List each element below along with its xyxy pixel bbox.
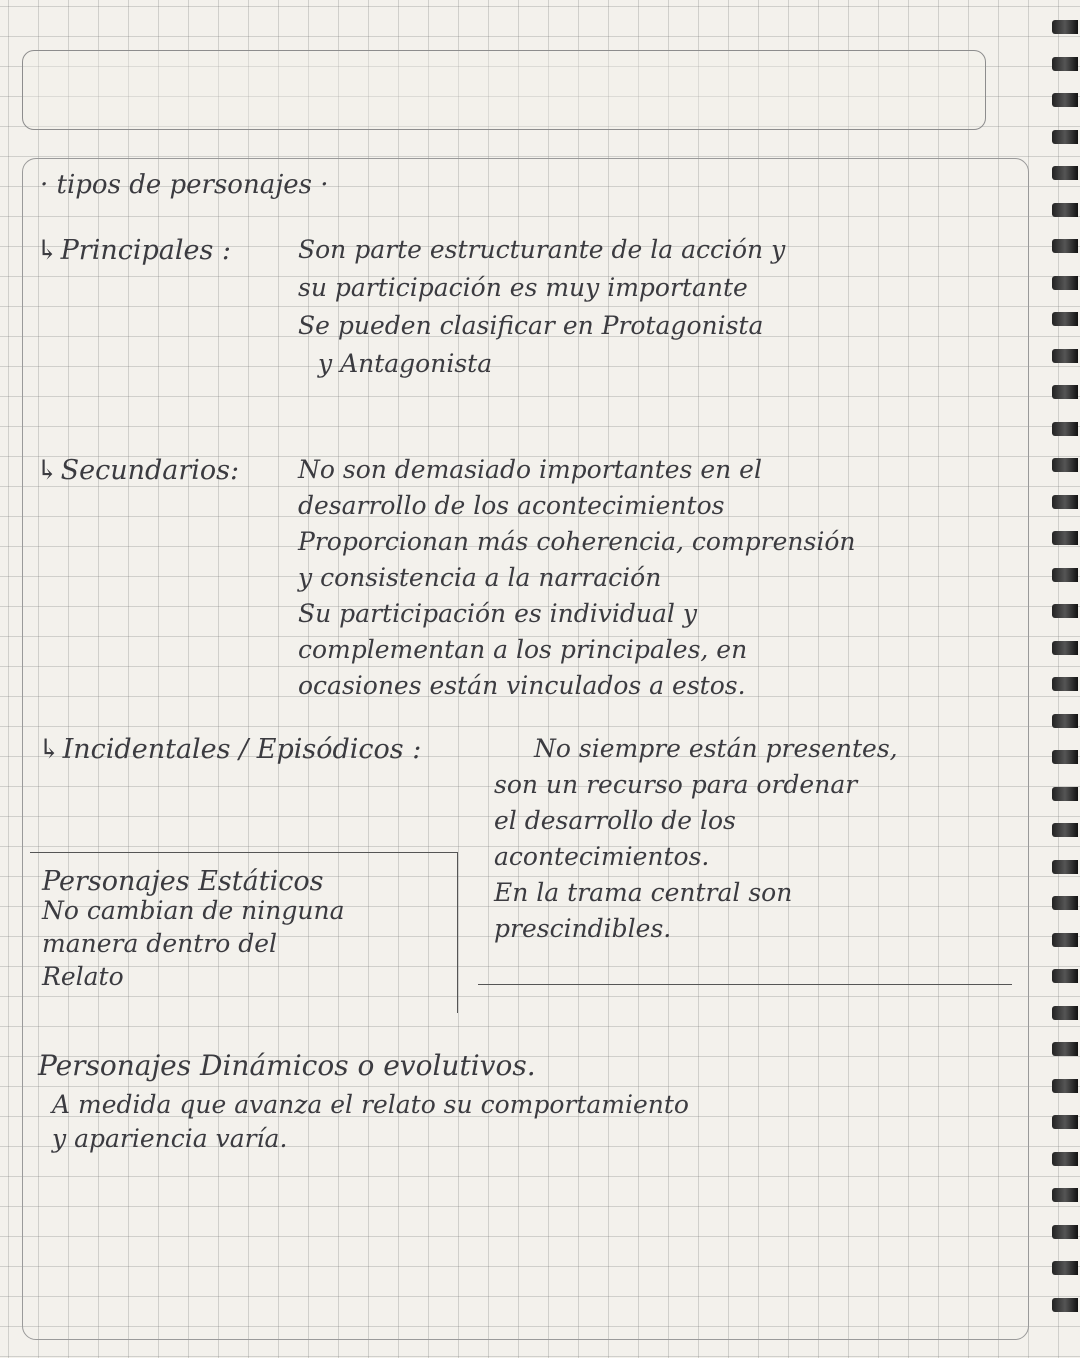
arrow-icon: ↳ [36, 235, 59, 266]
spiral-ring [1052, 677, 1078, 691]
estaticos-line: Relato [42, 962, 124, 991]
estaticos-line: manera dentro del [42, 929, 277, 958]
spiral-ring [1052, 531, 1078, 545]
incidentales-line: el desarrollo de los [494, 806, 736, 835]
spiral-ring [1052, 93, 1078, 107]
incidentales-line: son un recurso para ordenar [494, 770, 858, 799]
spiral-ring [1052, 568, 1078, 582]
estaticos-title: Personajes Estáticos [42, 866, 324, 897]
spiral-ring [1052, 203, 1078, 217]
spiral-ring [1052, 20, 1078, 34]
incidentales-line: acontecimientos. [494, 842, 710, 871]
dinamicos-line: A medida que avanza el relato su comportamiento [52, 1090, 689, 1119]
secundarios-line: complementan a los principales, en [298, 635, 748, 664]
secundarios-line: Proporcionan más coherencia, comprensión [298, 527, 856, 556]
spiral-ring [1052, 349, 1078, 363]
spiral-ring [1052, 1225, 1078, 1239]
principales-line: su participación es muy importante [298, 273, 748, 302]
incidentales-label: ↳Incidentales / Episódicos : [38, 734, 422, 765]
spiral-ring [1052, 1152, 1078, 1166]
spiral-ring [1052, 896, 1078, 910]
spiral-ring [1052, 422, 1078, 436]
estaticos-line: No cambian de ninguna [42, 896, 345, 925]
spiral-ring [1052, 385, 1078, 399]
secundarios-line: desarrollo de los acontecimientos [298, 491, 725, 520]
incidentales-line: prescindibles. [494, 914, 672, 943]
spiral-ring [1052, 641, 1078, 655]
spiral-ring [1052, 239, 1078, 253]
spiral-ring [1052, 1188, 1078, 1202]
spiral-ring [1052, 1042, 1078, 1056]
spiral-ring [1052, 1261, 1078, 1275]
principales-label: ↳Principales : [36, 235, 232, 266]
spiral-binding [1050, 20, 1080, 1340]
arrow-icon: ↳ [38, 734, 61, 765]
incidentales-line: En la trama central son [494, 878, 793, 907]
spiral-ring [1052, 860, 1078, 874]
page-title: · tipos de personajes · [40, 170, 329, 200]
spiral-ring [1052, 787, 1078, 801]
spiral-ring [1052, 495, 1078, 509]
dinamicos-title: Personajes Dinámicos o evolutivos. [38, 1049, 536, 1082]
spiral-ring [1052, 276, 1078, 290]
principales-line: Se pueden clasificar en Protagonista [298, 311, 764, 340]
spiral-ring [1052, 312, 1078, 326]
arrow-icon: ↳ [36, 455, 59, 486]
spiral-ring [1052, 969, 1078, 983]
spiral-ring [1052, 1298, 1078, 1312]
secundarios-line: ocasiones están vinculados a estos. [298, 671, 746, 700]
divider-line [478, 984, 1012, 985]
principales-line: Son parte estructurante de la acción y [298, 235, 786, 264]
spiral-ring [1052, 933, 1078, 947]
spiral-ring [1052, 604, 1078, 618]
secundarios-label: ↳Secundarios: [36, 455, 240, 486]
spiral-ring [1052, 823, 1078, 837]
spiral-ring [1052, 166, 1078, 180]
incidentales-line: No siempre están presentes, [534, 734, 898, 763]
spiral-ring [1052, 1006, 1078, 1020]
spiral-ring [1052, 1115, 1078, 1129]
secundarios-line: No son demasiado importantes en el [298, 455, 762, 484]
secundarios-line: Su participación es individual y [298, 599, 697, 628]
spiral-ring [1052, 458, 1078, 472]
header-box [22, 50, 986, 130]
spiral-ring [1052, 750, 1078, 764]
dinamicos-line: y apariencia varía. [52, 1124, 288, 1153]
secundarios-line: y consistencia a la narración [298, 563, 662, 592]
spiral-ring [1052, 57, 1078, 71]
principales-line: y Antagonista [318, 349, 493, 378]
spiral-ring [1052, 714, 1078, 728]
spiral-ring [1052, 1079, 1078, 1093]
spiral-ring [1052, 130, 1078, 144]
